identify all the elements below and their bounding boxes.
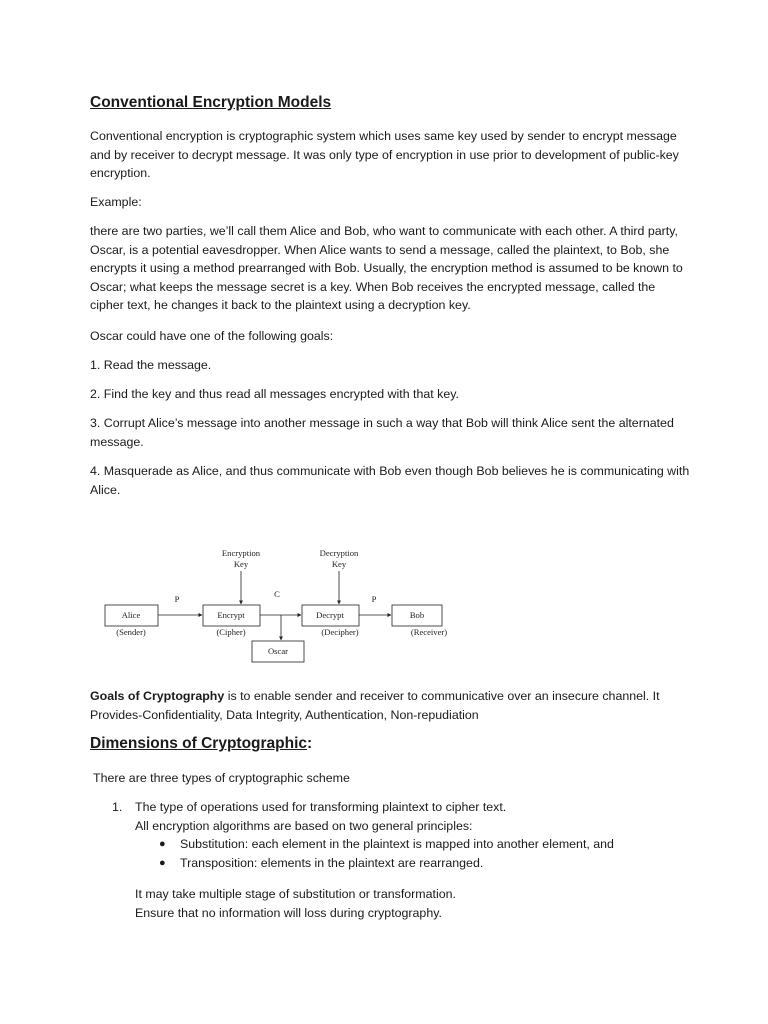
goals-of-cryptography-paragraph [90,687,690,724]
encrypt-label: Encrypt [217,610,245,620]
encryption-key-label-2: Key [233,559,249,569]
closing-line-1: It may take multiple stage of substitution or transformation. [135,887,456,901]
principle-substitution: ● Substitution: each element in the plaintext is mapped into another element, and [135,835,690,854]
goal-item-2: 2. Find the key and thus read all messages encrypted with that key. [90,387,459,401]
label-c: C [274,589,280,599]
list-item [90,798,690,872]
goals-of-cryptography-text: is to enable sender and receiver to communicative over an insecure channel. It Provides-Confidentiality, Data Integrity, Authentication, Non-repudiation [90,689,660,722]
section-heading-colon: : [307,735,313,752]
section-heading [90,735,690,754]
bullet-icon: ● [159,838,166,850]
label-p-1: P [174,594,180,604]
closing-line-2: Ensure that no information will loss during cryptography. [135,906,442,920]
bob-label: Bob [409,610,425,620]
example-label: Example: [90,195,142,209]
list-item-line-1: The type of operations used for transforming plaintext to cipher text. [135,800,507,814]
bob-role-label: (Receiver) [410,627,448,637]
example-paragraph: there are two parties, we’ll call them Alice and Bob, who want to communicate with each other. A third party, Oscar, is a potential eavesdropper. When Alice wants to send a message, called the plaintext, to Bob, she encrypts it using a method prearranged with Bob. Usually, the encryption method is assumed to be known to Oscar; what keeps the message secret is a key. When Bob receives the encrypted message, called the cipher text, he changes it back to the plaintext using a decryption key. [90,224,683,312]
goal-item-4: 4. Masquerade as Alice, and thus communicate with Bob even though Bob believes he is communicating with Alice. [90,464,690,497]
goal-item-1: 1. Read the message. [90,358,212,372]
oscar-label: Oscar [267,646,289,656]
decryption-key-label: Decryption [319,548,359,558]
list-item-line-2: All encryption algorithms are based on two general principles: [135,818,473,833]
types-list [90,798,690,872]
principles-list [135,835,690,872]
alice-role-label: (Sender) [116,627,146,637]
decrypt-label: Decrypt [316,610,344,620]
goals-of-cryptography-term: Goals of Cryptography [90,689,225,703]
label-p-2: P [371,594,377,604]
three-types-intro: There are three types of cryptographic scheme [93,771,350,785]
alice-label: Alice [121,610,141,620]
list-item-number: 1. [112,800,123,814]
goal-item-3: 3. Corrupt Alice’s message into another message in such a way that Bob will think Alice sent the alternated message. [90,416,674,449]
encrypt-role-label: (Cipher) [216,627,246,637]
decryption-key-label-2: Key [331,559,347,569]
decrypt-role-label: (Decipher) [321,627,359,637]
principle-transposition: ● Transposition: elements in the plaintext are rearranged. [135,854,690,873]
intro-paragraph: Conventional encryption is cryptographic system which uses same key used by sender to encrypt message and by receiver to decrypt message. It was only type of encryption in use prior to development of public-key encryption. [90,129,679,180]
page-title: Conventional Encryption Models [90,94,332,111]
section-heading-text: Dimensions of Cryptographic [90,735,308,752]
bullet-icon: ● [159,856,166,869]
encryption-key-label: Encryption [221,548,261,558]
encryption-model-diagram [95,540,465,670]
goals-intro: Oscar could have one of the following goals: [90,329,334,343]
